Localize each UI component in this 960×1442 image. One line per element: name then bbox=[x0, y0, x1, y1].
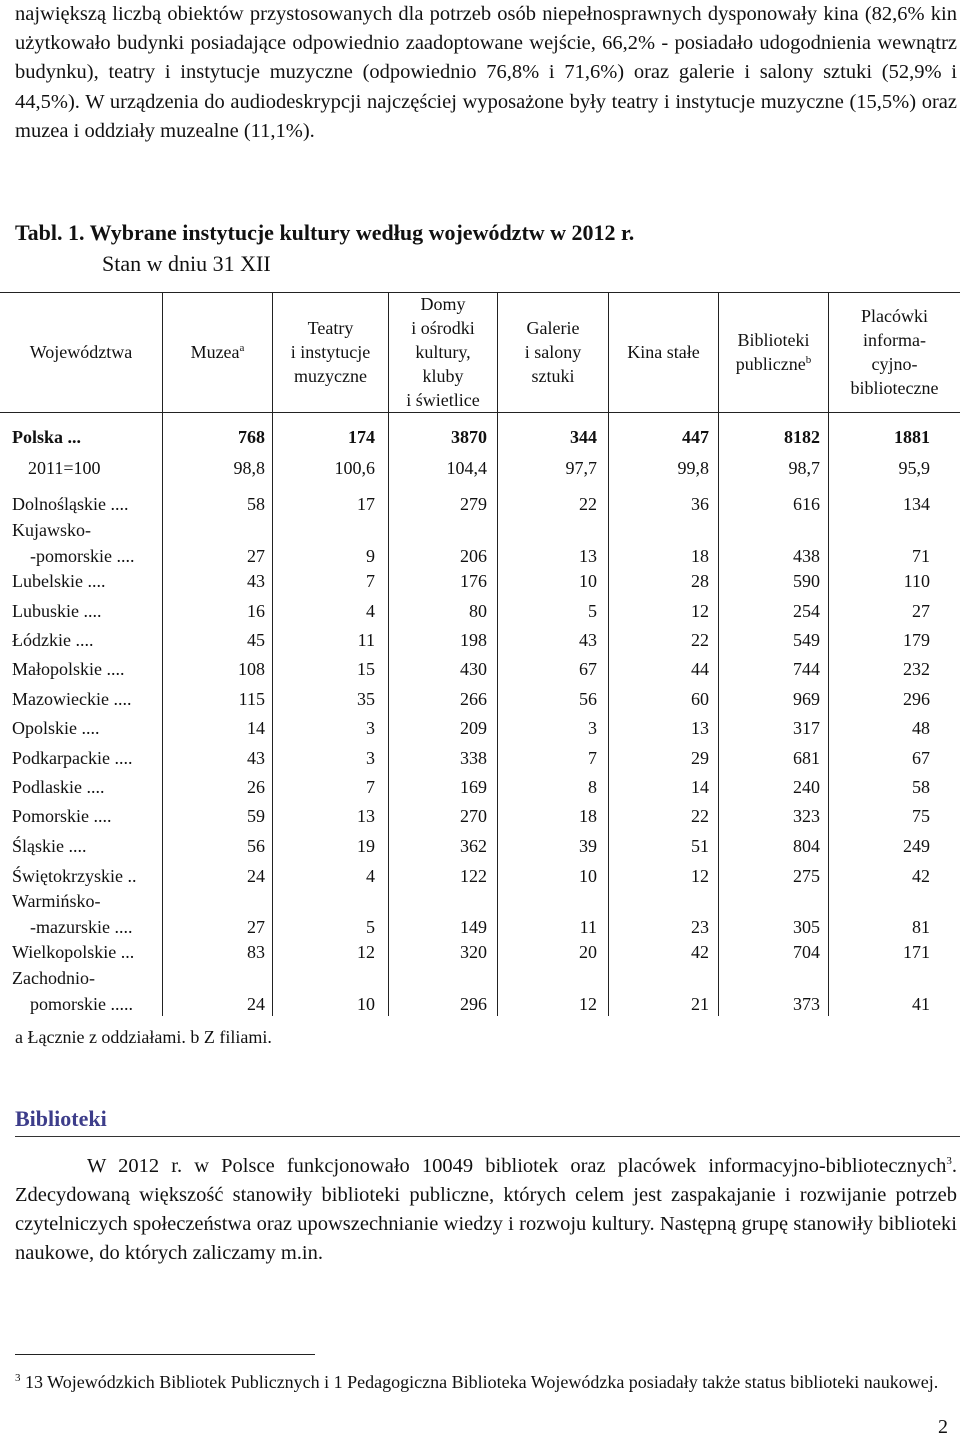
table-cell: 171 bbox=[903, 942, 930, 962]
header-culture-centres: Domy i ośrodki kultury, kluby i świetlice bbox=[406, 294, 480, 410]
row-label: 2011=100 bbox=[28, 458, 101, 478]
table-cell: 15 bbox=[357, 659, 375, 679]
table-cell: 969 bbox=[793, 689, 820, 709]
table-cell: 18 bbox=[579, 806, 597, 826]
header-galleries: Galerie i salony sztuki bbox=[524, 318, 582, 386]
table-cell: 338 bbox=[460, 748, 487, 768]
row-label: Pomorskie .... bbox=[12, 806, 112, 826]
header-voivodeship: Województwa bbox=[29, 342, 133, 362]
table-cell: 8 bbox=[588, 777, 597, 797]
table-cell: 58 bbox=[912, 777, 930, 797]
header-museums: Muzea$^a$ bbox=[190, 342, 245, 362]
table-cell: 590 bbox=[793, 571, 820, 591]
table-cell: 134 bbox=[903, 494, 930, 514]
row-label: Wielkopolskie ... bbox=[12, 942, 135, 962]
table-cell: 13 bbox=[357, 806, 375, 826]
table-cell: 254 bbox=[793, 601, 820, 621]
table-cell: 16 bbox=[247, 601, 265, 621]
table-cell: 279 bbox=[460, 494, 487, 514]
table-cell: 14 bbox=[691, 777, 709, 797]
row-label-continued: pomorskie ..... bbox=[30, 994, 133, 1014]
footnote-mark: 3 bbox=[15, 1372, 21, 1384]
table-cell: 240 bbox=[793, 777, 820, 797]
table-cell: 3 bbox=[366, 748, 375, 768]
table-cell: 3 bbox=[366, 718, 375, 738]
row-label: Łódzkie .... bbox=[12, 630, 94, 650]
table-cell: 56 bbox=[247, 836, 265, 856]
table-cell: 104,4 bbox=[446, 458, 487, 478]
table-cell: 12 bbox=[579, 994, 597, 1014]
row-label: Dolnośląskie .... bbox=[12, 494, 129, 514]
table-cell: 249 bbox=[903, 836, 930, 856]
table-cell: 317 bbox=[793, 718, 820, 738]
table-cell: 41 bbox=[912, 994, 930, 1014]
table-cell: 29 bbox=[691, 748, 709, 768]
table-cell: 704 bbox=[793, 942, 820, 962]
table-cell: 11 bbox=[579, 917, 597, 937]
table-cell: 59 bbox=[247, 806, 265, 826]
table-cell: 447 bbox=[682, 427, 709, 447]
table-cell: 13 bbox=[691, 718, 709, 738]
table-cell: 305 bbox=[793, 917, 820, 937]
row-label-continued: -pomorskie .... bbox=[30, 546, 135, 566]
table-cell: 44 bbox=[691, 659, 709, 679]
table-cell: 373 bbox=[793, 994, 820, 1014]
table-cell: 169 bbox=[460, 777, 487, 797]
col-divider bbox=[718, 413, 719, 1016]
row-label: Podlaskie .... bbox=[12, 777, 105, 797]
row-label: Świętokrzyskie .. bbox=[12, 866, 137, 886]
row-label-continued: -mazurskie .... bbox=[30, 917, 133, 937]
table-cell: 10 bbox=[579, 866, 597, 886]
table-cell: 21 bbox=[691, 994, 709, 1014]
row-label: Polska ... bbox=[12, 427, 82, 447]
table-cell: 75 bbox=[912, 806, 930, 826]
intro-paragraph bbox=[15, 0, 957, 146]
table-cell: 27 bbox=[247, 546, 265, 566]
row-label: Lubelskie .... bbox=[12, 571, 106, 591]
table-cell: 22 bbox=[691, 806, 709, 826]
table-cell: 149 bbox=[460, 917, 487, 937]
table-cell: 270 bbox=[460, 806, 487, 826]
section-paragraph bbox=[15, 1152, 957, 1268]
table-cell: 122 bbox=[460, 866, 487, 886]
table-cell: 17 bbox=[357, 494, 375, 514]
row-label: Małopolskie .... bbox=[12, 659, 125, 679]
table-cell: 12 bbox=[691, 866, 709, 886]
table-cell: 8182 bbox=[784, 427, 820, 447]
table-cell: 36 bbox=[691, 494, 709, 514]
table-cell: 83 bbox=[247, 942, 265, 962]
table-cell: 99,8 bbox=[677, 458, 709, 478]
table-cell: 7 bbox=[366, 571, 375, 591]
footnote-reference: 3 bbox=[946, 1155, 952, 1168]
table-cell: 35 bbox=[357, 689, 375, 709]
table-cell: 115 bbox=[238, 689, 265, 709]
table-cell: 42 bbox=[912, 866, 930, 886]
table-cell: 22 bbox=[579, 494, 597, 514]
table-cell: 209 bbox=[460, 718, 487, 738]
section-rule bbox=[15, 1136, 960, 1137]
table-cell: 24 bbox=[247, 866, 265, 886]
table-cell: 198 bbox=[460, 630, 487, 650]
table-cell: 28 bbox=[691, 571, 709, 591]
footnote-text: 13 Wojewódzkich Bibliotek Publicznych i 1 Pedagogiczna Biblioteka Wojewódzka posiadały także status biblioteki naukowej. bbox=[20, 1372, 939, 1392]
section-text-2: . Zdecydowaną większość stanowiły biblioteki publiczne, których celem jest zaspakajanie i rozwijanie potrzeb czytelniczych społeczeństwa oraz upowszechnianie wiedzy i rozwoju kultury. Następną grupę stanowiły biblioteki naukowe, do których zaliczamy m.in. bbox=[15, 1155, 957, 1264]
table-cell: 80 bbox=[469, 601, 487, 621]
table-cell: 51 bbox=[691, 836, 709, 856]
table-cell: 296 bbox=[903, 689, 930, 709]
table-cell: 206 bbox=[460, 546, 487, 566]
col-divider bbox=[272, 413, 273, 1016]
table-cell: 81 bbox=[912, 917, 930, 937]
col-divider bbox=[608, 413, 609, 1016]
table-cell: 323 bbox=[793, 806, 820, 826]
page-number: 2 bbox=[938, 1416, 948, 1438]
table-cell: 27 bbox=[247, 917, 265, 937]
col-divider bbox=[497, 413, 498, 1016]
table-cell: 100,6 bbox=[334, 458, 375, 478]
table-cell: 108 bbox=[238, 659, 265, 679]
row-label: Lubuskie .... bbox=[12, 601, 102, 621]
footnote bbox=[15, 1370, 940, 1394]
table-cell: 344 bbox=[570, 427, 597, 447]
table-cell: 67 bbox=[579, 659, 597, 679]
row-label: Mazowieckie .... bbox=[12, 689, 132, 709]
section-text-1: W 2012 r. w Polsce funkcjonowało 10049 bibliotek oraz placówek informacyjno-bibliotecznych bbox=[87, 1155, 947, 1177]
table-cell: 20 bbox=[579, 942, 597, 962]
table-cell: 174 bbox=[348, 427, 375, 447]
table-cell: 13 bbox=[579, 546, 597, 566]
table-cell: 266 bbox=[460, 689, 487, 709]
table-cell: 10 bbox=[579, 571, 597, 591]
table-cell: 56 bbox=[579, 689, 597, 709]
table-cell: 681 bbox=[793, 748, 820, 768]
table-cell: 58 bbox=[247, 494, 265, 514]
table-cell: 26 bbox=[247, 777, 265, 797]
table-cell: 232 bbox=[903, 659, 930, 679]
table-cell: 24 bbox=[247, 994, 265, 1014]
table-cell: 430 bbox=[460, 659, 487, 679]
table-cell: 804 bbox=[793, 836, 820, 856]
header-cinemas: Kina stałe bbox=[627, 342, 700, 362]
table-cell: 60 bbox=[691, 689, 709, 709]
col-divider bbox=[388, 413, 389, 1016]
table-cell: 10 bbox=[357, 994, 375, 1014]
table-title: Tabl. 1. Wybrane instytucje kultury według województw w 2012 r. bbox=[15, 220, 635, 245]
table-cell: 5 bbox=[588, 601, 597, 621]
header-info-library-units: Placówki informa- cyjno- biblioteczne bbox=[850, 306, 939, 398]
table-cell: 320 bbox=[460, 942, 487, 962]
table-cell: 362 bbox=[460, 836, 487, 856]
col-divider bbox=[162, 413, 163, 1016]
table-cell: 14 bbox=[247, 718, 265, 738]
table-cell: 549 bbox=[793, 630, 820, 650]
table-cell: 3 bbox=[588, 718, 597, 738]
table-cell: 71 bbox=[912, 546, 930, 566]
table-cell: 12 bbox=[691, 601, 709, 621]
table-cell: 42 bbox=[691, 942, 709, 962]
table-cell: 43 bbox=[247, 748, 265, 768]
table-cell: 438 bbox=[793, 546, 820, 566]
table-cell: 4 bbox=[366, 601, 375, 621]
col-divider bbox=[828, 413, 829, 1016]
table-cell: 9 bbox=[366, 546, 375, 566]
table-cell: 22 bbox=[691, 630, 709, 650]
row-label: Warmińsko- bbox=[12, 891, 101, 911]
table-cell: 1881 bbox=[894, 427, 930, 447]
table-cell: 48 bbox=[912, 718, 930, 738]
row-label: Podkarpackie .... bbox=[12, 748, 133, 768]
table-cell: 12 bbox=[357, 942, 375, 962]
table-cell: 176 bbox=[460, 571, 487, 591]
table-cell: 7 bbox=[588, 748, 597, 768]
row-label: Kujawsko- bbox=[12, 520, 91, 540]
table-cell: 275 bbox=[793, 866, 820, 886]
table-subtitle: Stan w dniu 31 XII bbox=[102, 251, 271, 276]
table-cell: 296 bbox=[460, 994, 487, 1014]
table-cell: 19 bbox=[357, 836, 375, 856]
table-cell: 11 bbox=[357, 630, 375, 650]
table-cell: 768 bbox=[238, 427, 265, 447]
table-note: a Łącznie z oddziałami. b Z filiami. bbox=[15, 1027, 272, 1047]
table-cell: 27 bbox=[912, 601, 930, 621]
table-cell: 3870 bbox=[451, 427, 487, 447]
table-cell: 23 bbox=[691, 917, 709, 937]
table-cell: 110 bbox=[903, 571, 930, 591]
table-cell: 5 bbox=[366, 917, 375, 937]
header-public-libraries: Biblioteki publiczne$^b$ bbox=[735, 330, 812, 374]
footnote-rule bbox=[15, 1354, 315, 1355]
header-theatres: Teatry i instytucje muzyczne bbox=[290, 318, 371, 386]
row-label: Opolskie .... bbox=[12, 718, 100, 738]
table-cell: 67 bbox=[912, 748, 930, 768]
table-cell: 744 bbox=[793, 659, 820, 679]
table-cell: 45 bbox=[247, 630, 265, 650]
table-cell: 98,7 bbox=[788, 458, 820, 478]
table-cell: 95,9 bbox=[898, 458, 930, 478]
intro-text: największą liczbą obiektów przystosowanych dla potrzeb osób niepełnosprawnych dysponowały kina (82,6% kin użytkowało budynki posiadające odpowiednio zaadoptowane wejście, 66,2% - posiadało udogodnienia wewnątrz budynku), teatry i instytucje muzyczne (odpowiednio 76,8% i 71,6%) oraz galerie i salony sztuki (52,9% i 44,5%). W urządzenia do audiodeskrypcji najczęściej wyposażone były teatry i instytucje muzyczne (15,5%) oraz muzea i oddziały muzealne (11,1%). bbox=[15, 3, 957, 142]
row-label: Śląskie .... bbox=[12, 836, 87, 856]
table-cell: 616 bbox=[793, 494, 820, 514]
section-heading: Biblioteki bbox=[15, 1106, 107, 1131]
table-cell: 7 bbox=[366, 777, 375, 797]
table-cell: 18 bbox=[691, 546, 709, 566]
table-cell: 43 bbox=[579, 630, 597, 650]
header-bottom-rule bbox=[0, 412, 960, 413]
row-label: Zachodnio- bbox=[12, 968, 95, 988]
table-cell: 4 bbox=[366, 866, 375, 886]
table-cell: 98,8 bbox=[233, 458, 265, 478]
table-cell: 39 bbox=[579, 836, 597, 856]
table-cell: 43 bbox=[247, 571, 265, 591]
table-cell: 179 bbox=[903, 630, 930, 650]
table-cell: 97,7 bbox=[565, 458, 597, 478]
